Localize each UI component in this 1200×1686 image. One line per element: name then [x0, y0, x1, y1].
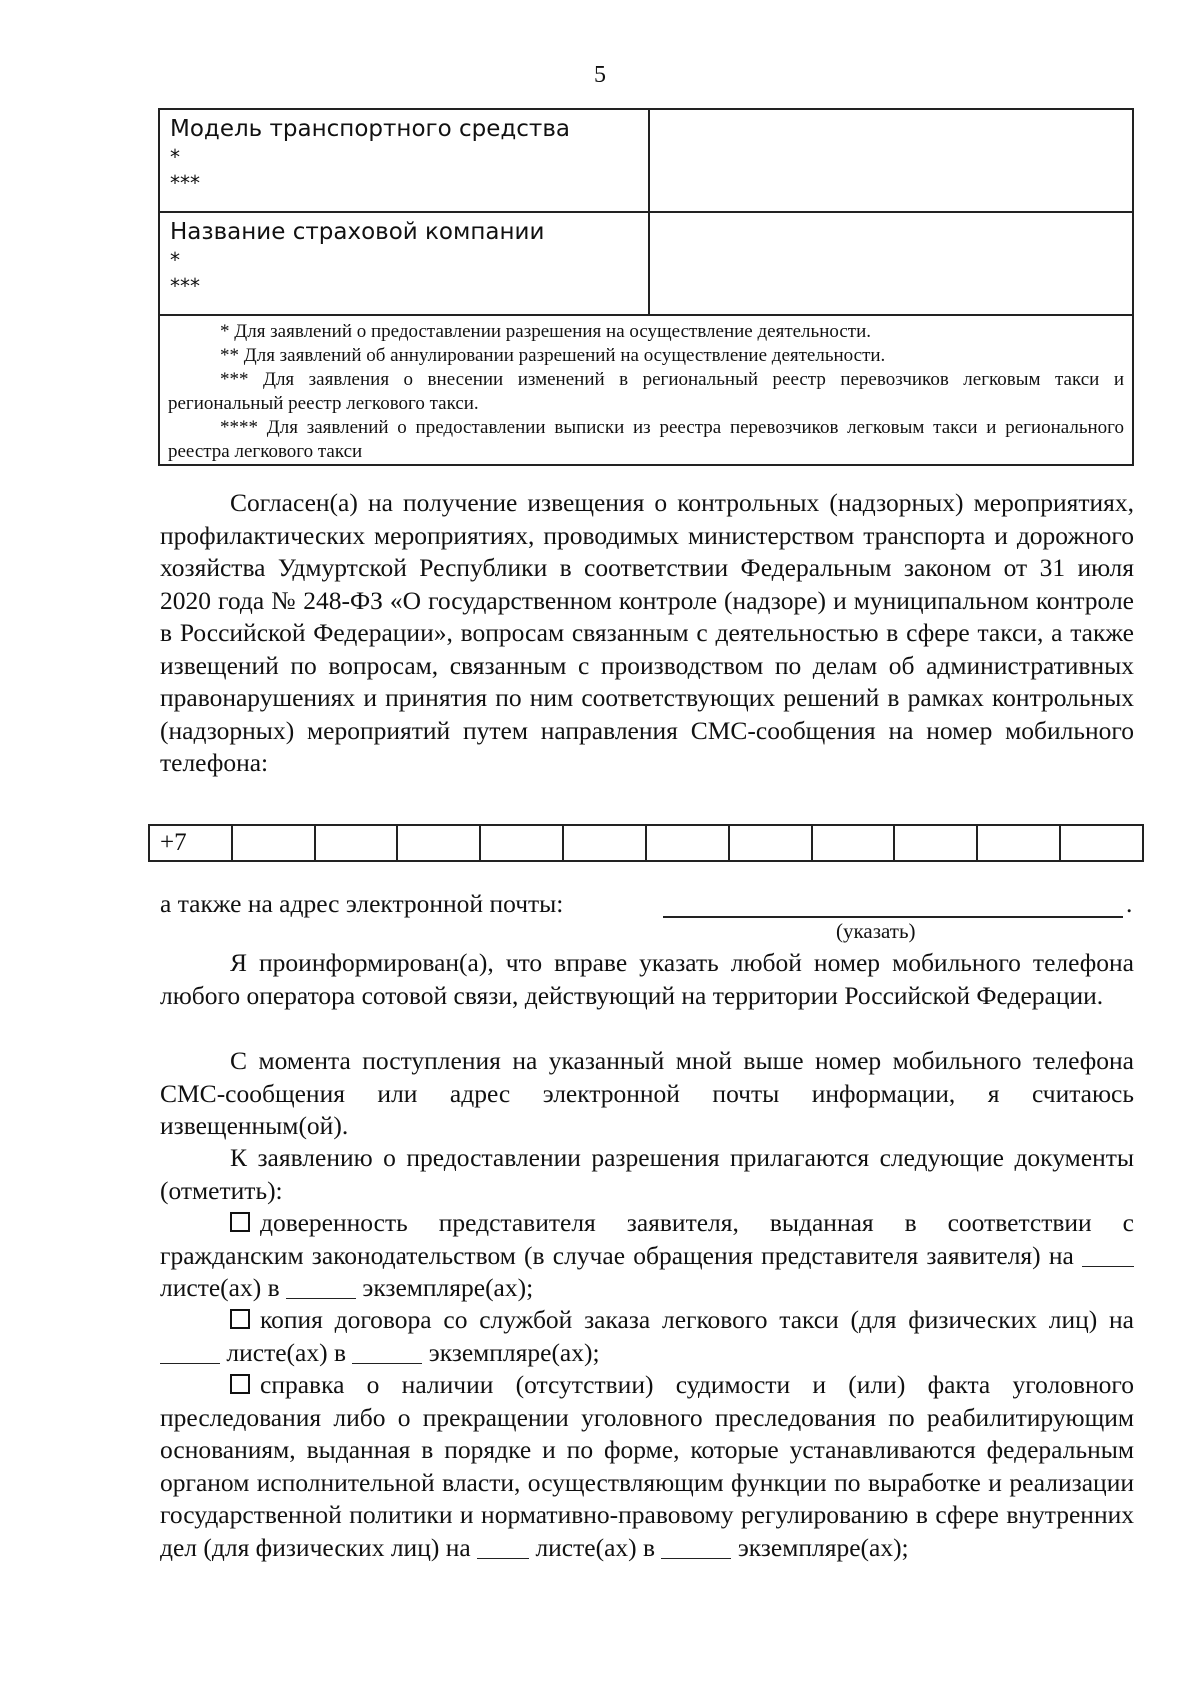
phone-digit-cell[interactable]	[316, 826, 399, 860]
copies-blank[interactable]	[352, 1341, 422, 1364]
consent-text: Согласен(а) на получение извещения о контрольных (надзорных) мероприятиях, профилактических мероприятиях, проводимых министерством транспорта и дорожного хозяйства Удмуртской Республики в соответствии Федеральным законом от 31 июля 2020 года № 248-ФЗ «О государственном контроле (надзоре) и муниципальном контроле в Российской Федерации», вопросам связанным с деятельностью в сфере такси, а также извещений по вопросам, связанным с производством по делам об административных правонарушениях и принятия по ним соответствующих решений в рамках контрольных (надзорных) мероприятий путем направления СМС-сообщения на номер мобильного телефона:	[160, 488, 1134, 777]
footnote-mark: ***	[170, 171, 200, 195]
copies-label: экземпляре(ах);	[362, 1273, 534, 1302]
footnotes	[160, 316, 1132, 464]
sheets-blank[interactable]	[1082, 1244, 1134, 1267]
email-dot: .	[1126, 889, 1133, 918]
sheets-label: листе(ах) в	[160, 1273, 280, 1302]
attachment-item	[160, 1369, 1134, 1564]
item-text: копия договора со службой заказа легкового такси (для физических лиц) на	[260, 1305, 1134, 1334]
item-text: справка о наличии (отсутствии) судимости и (или) факта уголовного преследования либо о прекращении уголовного преследования по реабилитирующим основаниям, выданная в порядке и по форме, которые устанавливаются федеральным органом исполнительной власти, осуществляющим функции по выработке и реализации государственной политики и нормативно-правовому регулированию в сфере внутренних дел (для физических лиц) на	[160, 1370, 1134, 1562]
table-row	[160, 213, 1132, 316]
phone-digit-cell[interactable]	[978, 826, 1061, 860]
sheets-label: листе(ах) в	[535, 1532, 656, 1562]
moment-text: С момента поступления на указанный мной выше номер мобильного телефона СМС-сообщения или адрес электронной почты информации, я считаюсь извещенным(ой).	[160, 1046, 1134, 1140]
phone-digit-cell[interactable]	[398, 826, 481, 860]
phone-digit-cell[interactable]	[647, 826, 730, 860]
phone-digit-cell[interactable]	[233, 826, 316, 860]
page-number: 5	[594, 62, 606, 88]
row-label: Модель транспортного средства	[170, 116, 570, 142]
attach-intro-text: К заявлению о предоставлении разрешения прилагаются следующие документы (отметить):	[160, 1143, 1134, 1205]
phone-digit-cell[interactable]	[564, 826, 647, 860]
insurance-company-label	[160, 213, 650, 314]
phone-prefix: +7	[150, 826, 233, 860]
email-line	[160, 888, 1134, 920]
vehicle-model-label	[160, 110, 650, 211]
row-label: Название страховой компании	[170, 219, 545, 245]
table-row	[160, 110, 1132, 213]
vehicle-info-table	[158, 108, 1134, 466]
copies-blank[interactable]	[661, 1536, 731, 1559]
phone-digit-cell[interactable]	[1061, 826, 1142, 860]
footnote: ** Для заявлений об аннулировании разрешений на осуществление деятельности.	[220, 345, 886, 366]
phone-digit-cell[interactable]	[481, 826, 564, 860]
sheets-label: листе(ах) в	[226, 1337, 346, 1367]
phone-digit-cell[interactable]	[730, 826, 813, 860]
footnote-mark: *	[170, 145, 180, 169]
checkbox-icon[interactable]	[230, 1309, 250, 1329]
copies-blank[interactable]	[286, 1276, 356, 1299]
moment-paragraph	[160, 1045, 1134, 1143]
footnote: *** Для заявления о внесении изменений в региональный реестр перевозчиков легковым такси и региональный реестр легкового такси.	[168, 369, 1124, 414]
sheets-blank[interactable]	[160, 1341, 220, 1364]
copies-label: экземпляре(ах);	[737, 1532, 909, 1562]
consent-paragraph	[160, 487, 1134, 780]
attachment-item	[160, 1207, 1134, 1305]
footnote: * Для заявлений о предоставлении разрешения на осуществление деятельности.	[220, 321, 871, 342]
footnote: **** Для заявлений о предоставлении выписки из реестра перевозчиков легковым такси и регионального реестра легкового такси	[168, 417, 1124, 462]
attachment-item	[160, 1304, 1134, 1369]
sheets-blank[interactable]	[477, 1536, 529, 1559]
footnote-mark: ***	[170, 274, 200, 298]
checkbox-icon[interactable]	[230, 1212, 250, 1232]
email-label: а также на адрес электронной почты:	[160, 889, 564, 918]
informed-text: Я проинформирован(а), что вправе указать любой номер мобильного телефона любого оператора сотовой связи, действующий на территории Российской Федерации.	[160, 948, 1134, 1010]
attach-intro-paragraph	[160, 1142, 1134, 1207]
email-hint: (указать)	[836, 919, 916, 943]
informed-paragraph	[160, 947, 1134, 1012]
vehicle-model-field[interactable]	[650, 110, 1132, 211]
phone-digit-cell[interactable]	[813, 826, 896, 860]
phone-digit-cell[interactable]	[895, 826, 978, 860]
checkbox-icon[interactable]	[230, 1374, 250, 1394]
insurance-company-field[interactable]	[650, 213, 1132, 314]
footnote-mark: *	[170, 248, 180, 272]
phone-number-grid[interactable]	[148, 824, 1144, 862]
item-text: доверенность представителя заявителя, выданная в соответствии с гражданским законодательством (в случае обращения представителя заявителя) на	[160, 1208, 1134, 1270]
copies-label: экземпляре(ах);	[428, 1337, 600, 1367]
